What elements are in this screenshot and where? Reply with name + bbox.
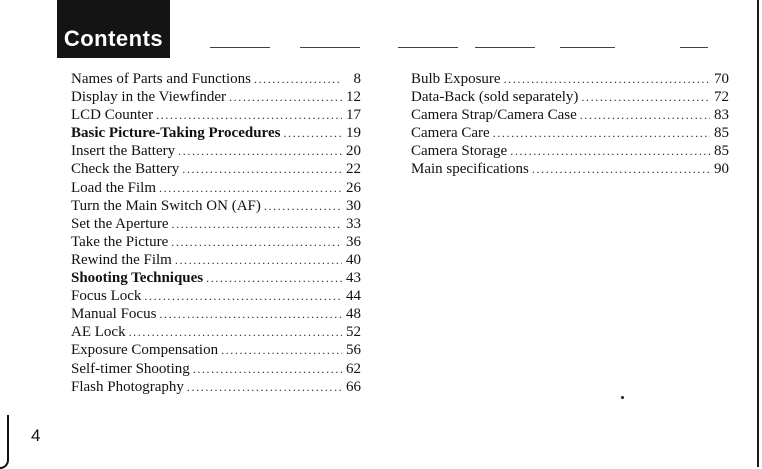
header-rule-segment-5 — [560, 47, 615, 48]
dot-leader — [182, 160, 342, 178]
dot-leader — [283, 124, 342, 142]
dot-leader — [144, 287, 342, 305]
toc-entry[interactable] — [71, 106, 361, 124]
toc-entry-page: 26 — [346, 179, 361, 196]
toc-entry-label: Check the Battery — [71, 161, 180, 178]
toc-entry-label: Rewind the Film — [71, 251, 172, 268]
toc-entry-label: Shooting Techniques — [71, 270, 204, 287]
toc-entry-page: 40 — [346, 251, 361, 268]
toc-entry-page: 62 — [346, 360, 361, 377]
toc-entry[interactable] — [71, 341, 361, 359]
toc-entry[interactable] — [71, 160, 361, 178]
header-rule-segment-2 — [300, 47, 360, 48]
toc-entry-label: Camera Storage — [411, 143, 508, 160]
toc-entry-label: Bulb Exposure — [411, 71, 501, 87]
toc-entry[interactable] — [71, 251, 361, 269]
toc-entry[interactable] — [411, 88, 729, 106]
toc-entry[interactable] — [71, 305, 361, 323]
header-rule-segment-6 — [680, 47, 708, 48]
toc-entry-label: Basic Picture-Taking Procedures — [71, 125, 281, 142]
toc-entry-page: 33 — [346, 215, 361, 232]
toc-entry[interactable] — [71, 88, 361, 106]
page-corner-mark — [0, 415, 9, 469]
toc-entry-page: 85 — [714, 143, 729, 160]
dot-leader — [580, 106, 710, 124]
toc-entry[interactable] — [71, 70, 361, 88]
toc-entry[interactable] — [411, 142, 729, 160]
header-title-block — [57, 0, 170, 58]
toc-entry-label: Take the Picture — [71, 233, 169, 250]
toc-entry-page: 30 — [346, 197, 361, 214]
toc-entry-page: 12 — [346, 89, 361, 106]
toc-entry-page: 17 — [346, 107, 361, 124]
dot-leader — [229, 88, 342, 106]
dot-leader — [532, 160, 710, 178]
toc-entry[interactable] — [71, 360, 361, 378]
dot-leader — [187, 378, 342, 396]
dot-leader — [581, 88, 710, 106]
header-rule-segment-4 — [475, 47, 535, 48]
print-speck — [621, 396, 624, 399]
toc-entry-label: Main specifications — [411, 161, 529, 178]
toc-entry[interactable] — [411, 160, 729, 178]
toc-entry[interactable] — [71, 215, 361, 233]
toc-entry-page: 20 — [346, 143, 361, 160]
dot-leader — [510, 142, 710, 160]
toc-entry[interactable] — [71, 233, 361, 251]
dot-leader — [156, 106, 342, 124]
toc-entry-page: 44 — [346, 288, 361, 305]
dot-leader — [175, 251, 342, 269]
dot-leader — [171, 233, 342, 251]
toc-entry-label: Data-Back (sold separately) — [411, 89, 579, 106]
dot-leader — [129, 323, 342, 341]
dot-leader — [504, 70, 710, 88]
toc-entry-page: 83 — [714, 107, 729, 124]
page-title: Contents — [63, 26, 164, 51]
toc-entry-page: 19 — [346, 125, 361, 142]
dot-leader — [221, 341, 342, 359]
toc-entry[interactable] — [71, 197, 361, 215]
toc-entry-label: Set the Aperture — [71, 215, 169, 232]
toc-entry[interactable] — [411, 70, 729, 88]
toc-entry[interactable] — [71, 269, 361, 287]
toc-entry-page: 85 — [714, 125, 729, 142]
toc-entry-label: Load the Film — [71, 179, 156, 196]
dot-leader — [159, 179, 342, 197]
toc-entry-label: Display in the Viewfinder — [71, 89, 227, 106]
toc-entry-page: 22 — [346, 161, 361, 178]
toc-left-column — [71, 70, 361, 396]
dot-leader — [193, 360, 342, 378]
toc-entry-label: Camera Strap/Camera Case — [411, 107, 577, 124]
toc-right-column — [411, 70, 729, 179]
dot-leader — [178, 142, 342, 160]
header-rule-segment-3 — [398, 47, 458, 48]
toc-entry-page: 43 — [346, 270, 361, 287]
dot-leader — [171, 215, 342, 233]
toc-entry-label: Focus Lock — [71, 288, 142, 305]
toc-entry[interactable] — [71, 323, 361, 341]
toc-entry-page: 8 — [353, 71, 361, 87]
toc-entry-label: Turn the Main Switch ON (AF) — [71, 197, 261, 214]
header-rule-segment-1 — [210, 47, 270, 48]
toc-entry-label: LCD Counter — [71, 107, 154, 124]
toc-entry-page: 56 — [346, 342, 361, 359]
toc-entry-page: 48 — [346, 306, 361, 323]
toc-entry-page: 72 — [714, 89, 729, 106]
dot-leader — [493, 124, 710, 142]
toc-entry-page: 36 — [346, 233, 361, 250]
toc-entry[interactable] — [71, 124, 361, 142]
toc-entry[interactable] — [71, 287, 361, 305]
page-edge-line — [757, 0, 759, 467]
toc-entry-label: Names of Parts and Functions — [71, 71, 251, 87]
dot-leader — [264, 197, 342, 215]
page-number: 4 — [31, 426, 41, 445]
toc-entry-label: Self-timer Shooting — [71, 360, 190, 377]
toc-entry-page: 66 — [346, 378, 361, 395]
toc-entry-label: Camera Care — [411, 125, 490, 142]
toc-entry-page: 90 — [714, 161, 729, 178]
toc-entry[interactable] — [71, 378, 361, 396]
toc-entry-label: AE Lock — [71, 324, 126, 341]
toc-entry-page: 52 — [346, 324, 361, 341]
toc-entry[interactable] — [411, 124, 729, 142]
toc-entry-page: 70 — [714, 71, 729, 87]
toc-entry[interactable] — [71, 142, 361, 160]
toc-entry-label: Manual Focus — [71, 306, 157, 323]
dot-leader — [159, 305, 342, 323]
dot-leader — [254, 70, 342, 88]
toc-entry-label: Flash Photography — [71, 378, 184, 395]
toc-entry[interactable] — [411, 106, 729, 124]
toc-entry-label: Insert the Battery — [71, 143, 176, 160]
dot-leader — [206, 269, 342, 287]
toc-entry-label: Exposure Compensation — [71, 342, 219, 359]
toc-entry[interactable] — [71, 179, 361, 197]
